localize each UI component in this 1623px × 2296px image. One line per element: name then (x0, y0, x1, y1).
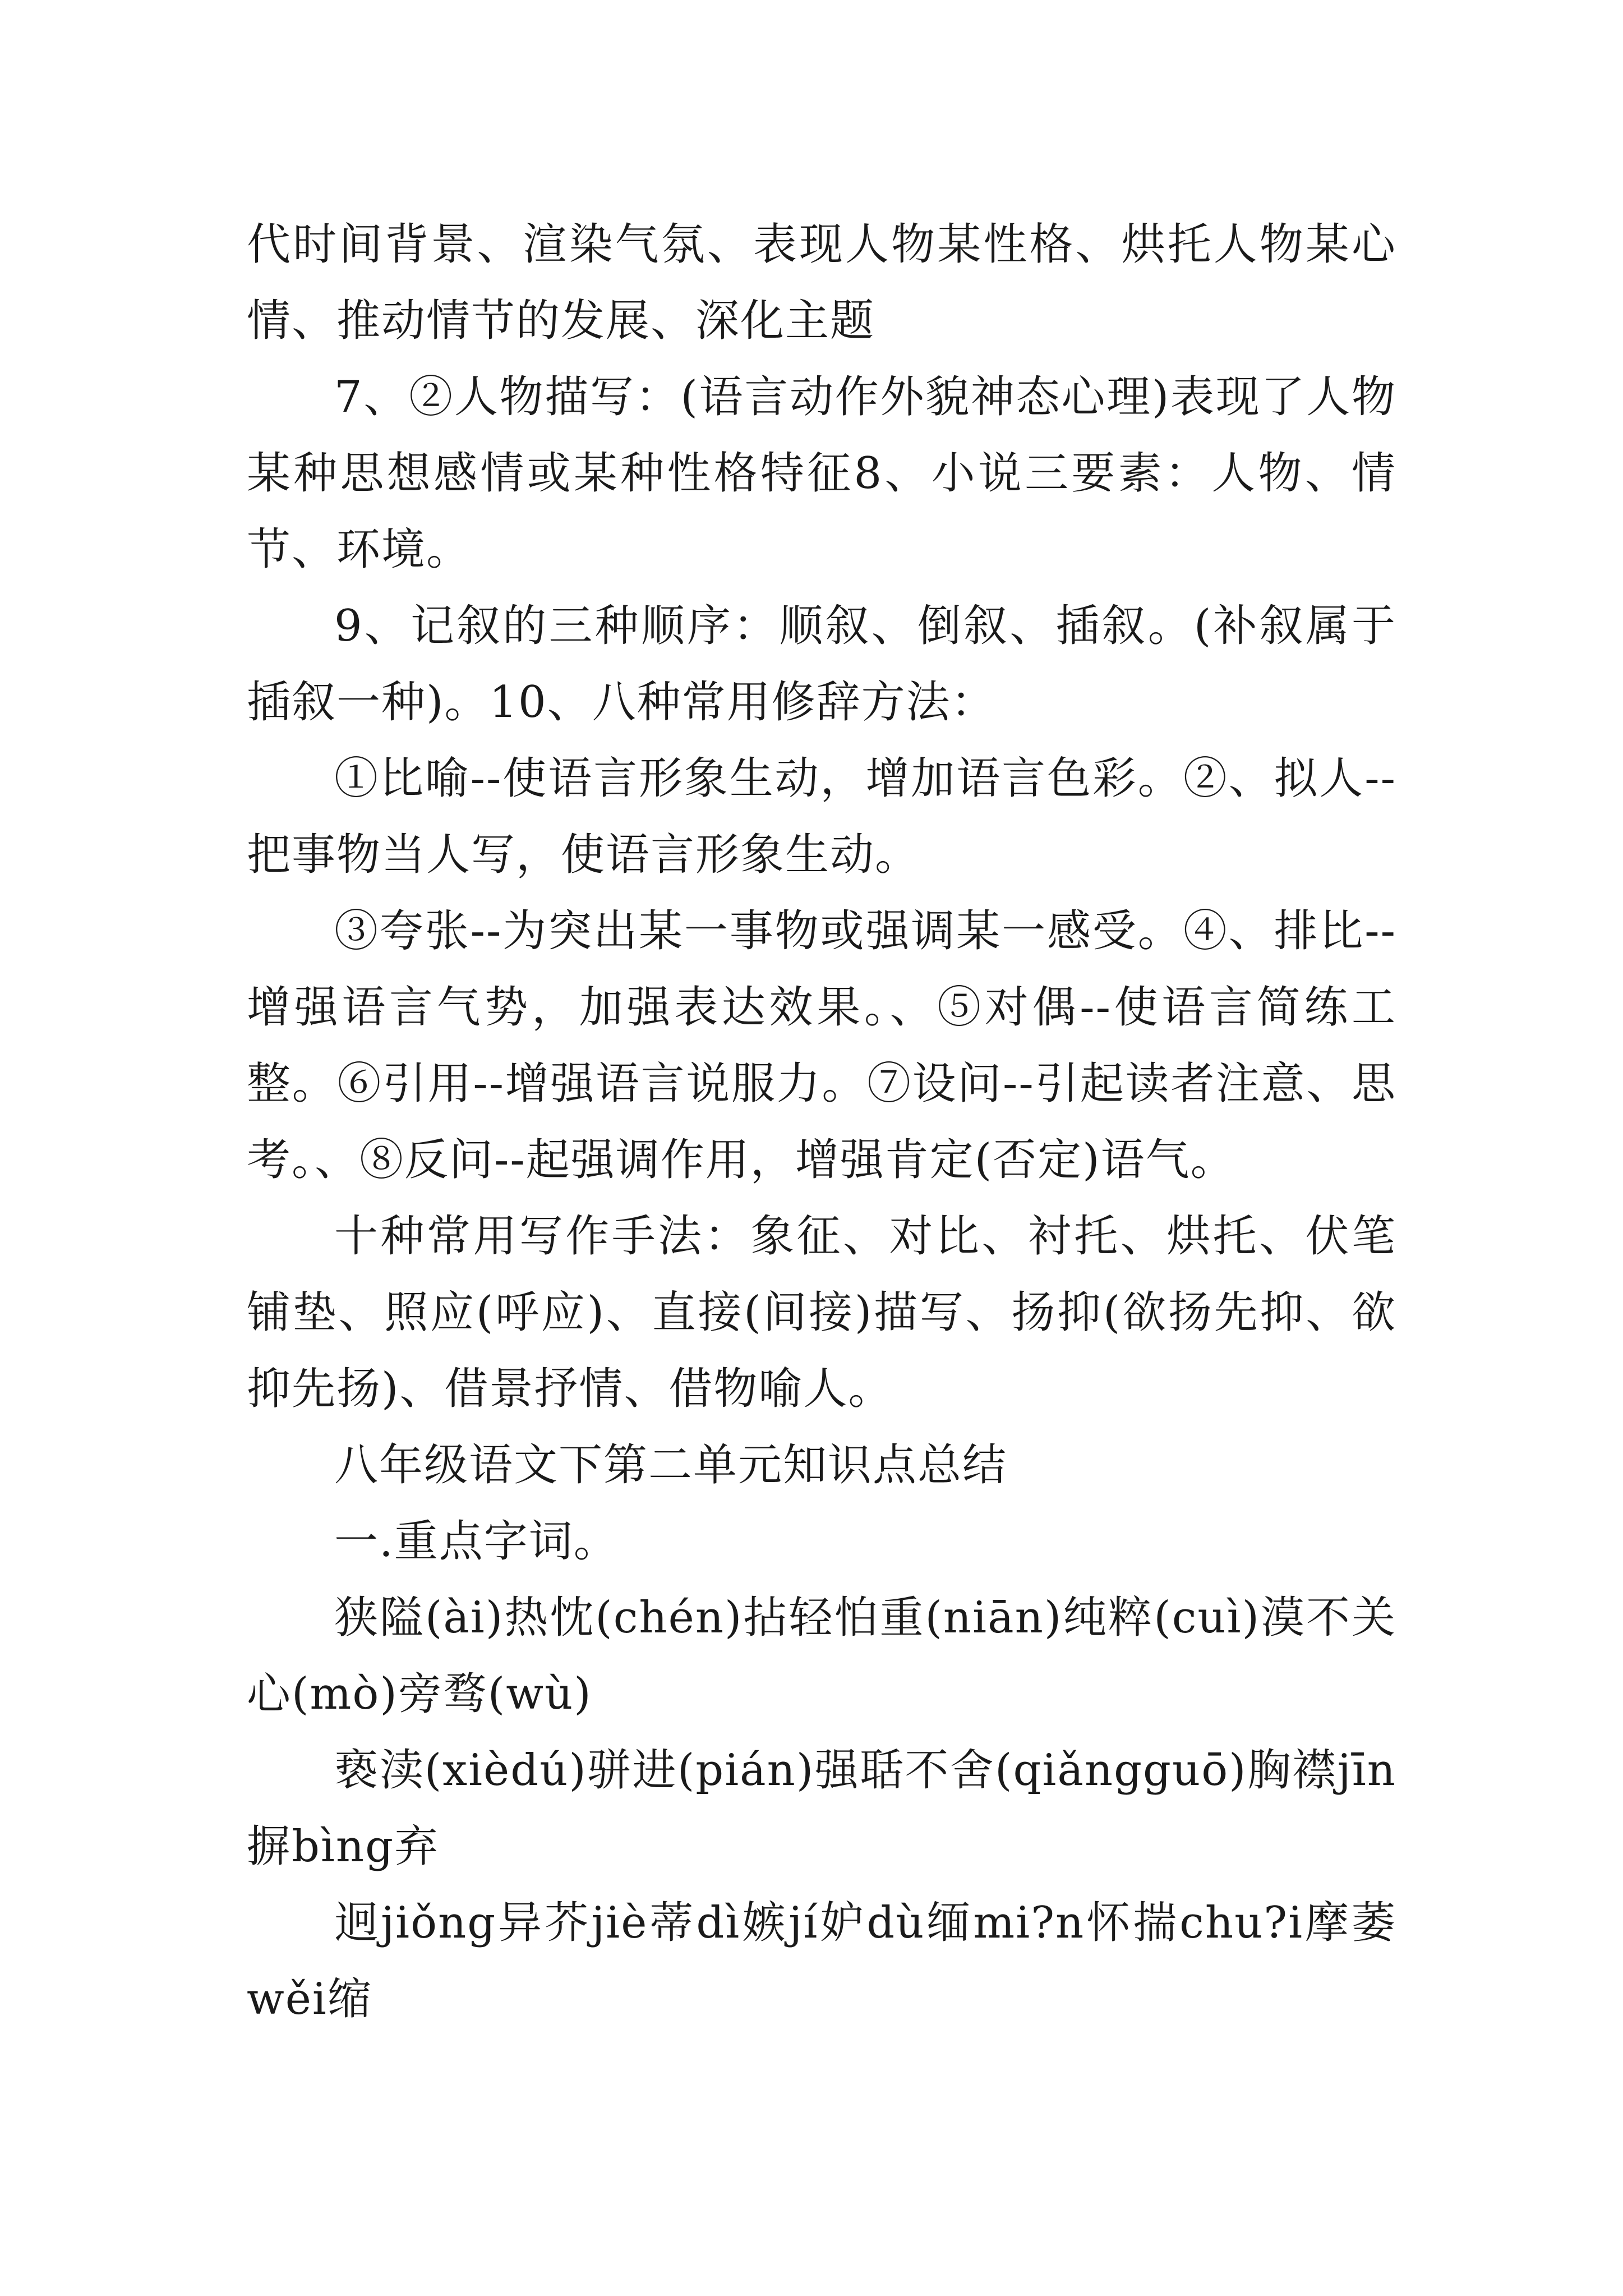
paragraph-rhetoric-others: ③夸张--为突出某一事物或强调某一感受。④、排比--增强语言气势，加强表达效果。、⑤对偶--使语言简练工整。⑥引用--增强语言说服力。⑦设问--引起读者注意、思考。、⑧反问--起强调作用，增强肯定(否定)语气。 (247, 906, 1396, 1185)
section-title-unit-summary: 八年级语文下第二单元知识点总结 (334, 1440, 1008, 1490)
paragraph-vocabulary-3: 迥jiǒng异芥jiè蒂dì嫉jí妒dù缅mi?n怀揣chu?i摩萎wěi缩 (247, 1898, 1396, 2024)
paragraph-rhetoric-metaphor: ①比喻--使语言形象生动，增加语言色彩。②、拟人--把事物当人写，使语言形象生动。 (247, 753, 1396, 880)
paragraph-writing-techniques: 十种常用写作手法：象征、对比、衬托、烘托、伏笔铺垫、照应(呼应)、直接(间接)描写、扬抑(欲扬先抑、欲抑先扬)、借景抒情、借物喻人。 (247, 1211, 1396, 1414)
paragraph-continuation: 代时间背景、渲染气氛、表现人物某性格、烘托人物某心情、推动情节的发展、深化主题 (247, 219, 1396, 346)
section-subtitle-key-words: 一.重点字词。 (334, 1516, 619, 1567)
paragraph-narrative-order: 9、记叙的三种顺序：顺叙、倒叙、插叙。(补叙属于插叙一种)。10、八种常用修辞方法： (247, 601, 1396, 728)
document-body (247, 206, 1396, 2037)
paragraph-character-description: 7、②人物描写：(语言动作外貌神态心理)表现了人物某种思想感情或某种性格特征8、小说三要素：人物、情节、环境。 (247, 372, 1396, 575)
paragraph-vocabulary-2: 亵渎(xièdú)骈进(pián)强聒不舍(qiǎngguō)胸襟jīn摒bìng弃 (247, 1745, 1396, 1872)
paragraph-vocabulary-1: 狭隘(ài)热忱(chén)拈轻怕重(niān)纯粹(cuì)漠不关心(mò)旁骛(wù) (247, 1593, 1396, 1719)
